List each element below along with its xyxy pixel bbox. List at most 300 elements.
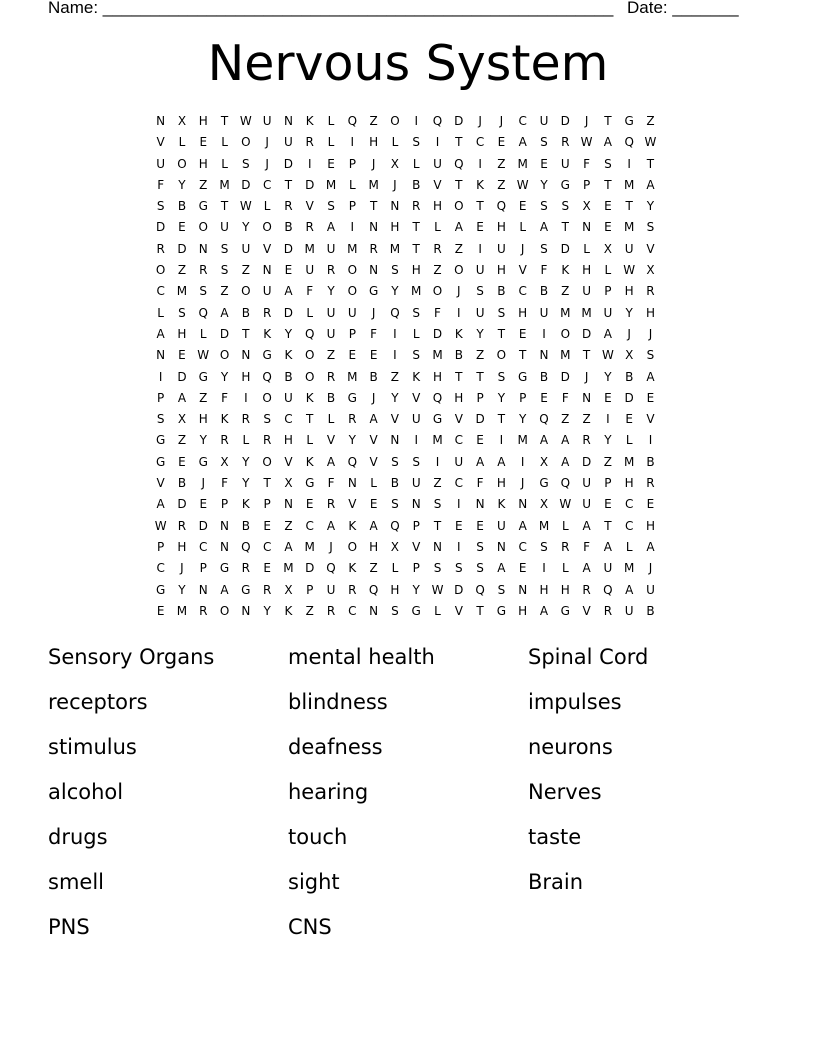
grid-letter: S bbox=[540, 135, 548, 150]
grid-letter: H bbox=[390, 220, 400, 235]
grid-letter: P bbox=[157, 539, 165, 554]
grid-letter: H bbox=[624, 284, 634, 299]
grid-letter: Z bbox=[177, 263, 187, 278]
grid-letter: L bbox=[221, 156, 228, 171]
grid-letter: L bbox=[561, 518, 569, 533]
grid-letter: I bbox=[542, 326, 546, 341]
grid-letter: N bbox=[283, 497, 293, 512]
grid-letter: G bbox=[198, 199, 208, 214]
grid-letter: X bbox=[390, 156, 400, 171]
grid-letter: N bbox=[241, 348, 251, 363]
grid-letter: G bbox=[368, 284, 379, 299]
grid-letter: L bbox=[221, 135, 228, 150]
grid-letter: H bbox=[369, 135, 379, 150]
grid-letter: G bbox=[560, 603, 570, 618]
grid-letter: E bbox=[455, 518, 463, 533]
grid-letter: E bbox=[476, 433, 484, 448]
grid-letter: B bbox=[625, 369, 634, 384]
grid-letter: X bbox=[390, 539, 400, 554]
grid-letter: N bbox=[582, 390, 592, 405]
grid-letter: U bbox=[624, 241, 634, 256]
grid-letter: S bbox=[497, 582, 506, 597]
grid-letter: P bbox=[306, 582, 314, 597]
grid-letter: T bbox=[412, 220, 420, 235]
grid-letter: O bbox=[454, 263, 464, 278]
grid-letter: E bbox=[369, 497, 378, 512]
grid-letter: G bbox=[219, 561, 230, 576]
grid-letter: E bbox=[497, 135, 506, 150]
word-list-item: blindness bbox=[288, 690, 388, 714]
grid-letter: Q bbox=[390, 518, 400, 533]
grid-letter: I bbox=[244, 390, 248, 405]
grid-letter: Z bbox=[199, 390, 208, 405]
grid-letter: W bbox=[239, 199, 252, 214]
grid-letter: O bbox=[560, 326, 571, 341]
grid-letter: P bbox=[348, 156, 356, 171]
grid-letter: U bbox=[284, 135, 293, 150]
grid-letter: N bbox=[433, 539, 442, 554]
grid-letter: R bbox=[177, 518, 187, 533]
grid-letter: K bbox=[497, 497, 506, 512]
grid-letter: G bbox=[305, 476, 315, 491]
grid-letter: Z bbox=[220, 284, 229, 299]
grid-letter: X bbox=[582, 199, 591, 214]
grid-letter: S bbox=[646, 348, 655, 363]
grid-letter: D bbox=[198, 518, 208, 533]
grid-letter: X bbox=[284, 476, 293, 491]
grid-letter: C bbox=[262, 177, 272, 192]
grid-letter: G bbox=[539, 476, 549, 491]
grid-letter: S bbox=[391, 263, 399, 278]
grid-letter: O bbox=[155, 263, 166, 278]
grid-letter: S bbox=[156, 199, 165, 214]
grid-letter: M bbox=[432, 348, 443, 363]
grid-letter: E bbox=[284, 263, 293, 278]
grid-letter: L bbox=[157, 305, 164, 320]
grid-letter: D bbox=[560, 241, 570, 256]
grid-letter: V bbox=[263, 241, 272, 256]
grid-letter: V bbox=[582, 603, 591, 618]
grid-letter: B bbox=[646, 454, 655, 469]
grid-letter: Z bbox=[454, 241, 463, 256]
grid-letter: Q bbox=[262, 369, 272, 384]
grid-letter: A bbox=[497, 561, 506, 576]
word-list-item: smell bbox=[48, 870, 104, 894]
grid-letter: V bbox=[156, 476, 165, 491]
grid-letter: Y bbox=[242, 454, 250, 469]
grid-letter: L bbox=[178, 135, 186, 150]
grid-letter: O bbox=[219, 348, 230, 363]
grid-letter: M bbox=[389, 241, 401, 256]
grid-letter: H bbox=[560, 582, 570, 597]
grid-letter: C bbox=[624, 497, 634, 512]
grid-letter: G bbox=[241, 582, 251, 597]
grid-letter: H bbox=[496, 476, 506, 491]
grid-letter: N bbox=[390, 433, 400, 448]
grid-letter: M bbox=[347, 369, 358, 384]
grid-letter: K bbox=[454, 326, 463, 341]
grid-letter: J bbox=[371, 156, 376, 171]
grid-letter: B bbox=[241, 518, 250, 533]
grid-letter: R bbox=[199, 263, 208, 278]
grid-letter: U bbox=[582, 497, 591, 512]
grid-letter: Y bbox=[284, 326, 293, 341]
grid-letter: O bbox=[347, 539, 358, 554]
grid-letter: N bbox=[518, 582, 528, 597]
grid-letter: J bbox=[265, 135, 269, 150]
grid-letter: R bbox=[348, 412, 357, 427]
grid-letter: Y bbox=[178, 177, 186, 192]
grid-letter: S bbox=[540, 241, 548, 256]
grid-letter: I bbox=[457, 305, 461, 320]
grid-letter: T bbox=[455, 135, 463, 150]
grid-letter: L bbox=[625, 433, 633, 448]
grid-letter: S bbox=[391, 603, 399, 618]
grid-letter: F bbox=[306, 284, 314, 299]
word-list-item: alcohol bbox=[48, 780, 124, 804]
grid-letter: E bbox=[199, 497, 208, 512]
grid-letter: I bbox=[478, 156, 482, 171]
grid-letter: M bbox=[368, 177, 379, 192]
grid-letter: B bbox=[284, 369, 293, 384]
grid-letter: J bbox=[478, 114, 482, 128]
grid-letter: O bbox=[219, 603, 230, 618]
page-title: Nervous System bbox=[207, 35, 609, 92]
grid-letter: A bbox=[561, 433, 570, 448]
word-list-item: neurons bbox=[528, 735, 613, 759]
grid-letter: Q bbox=[496, 199, 507, 214]
grid-letter: A bbox=[497, 454, 506, 469]
grid-letter: E bbox=[369, 348, 378, 363]
grid-letter: L bbox=[327, 135, 335, 150]
grid-letter: U bbox=[305, 263, 315, 278]
grid-letter: V bbox=[369, 454, 378, 469]
grid-letter: T bbox=[306, 412, 314, 427]
grid-letter: N bbox=[198, 582, 208, 597]
grid-letter: N bbox=[220, 518, 230, 533]
grid-letter: I bbox=[542, 561, 546, 576]
grid-letter: T bbox=[220, 199, 229, 214]
grid-letter: X bbox=[603, 241, 612, 256]
grid-letter: A bbox=[369, 518, 378, 533]
grid-letter: H bbox=[241, 369, 251, 384]
grid-letter: I bbox=[457, 539, 461, 554]
grid-letter: P bbox=[263, 497, 271, 512]
grid-letter: Z bbox=[369, 114, 378, 128]
grid-letter: B bbox=[177, 199, 187, 214]
grid-letter: J bbox=[520, 241, 525, 256]
grid-letter: D bbox=[177, 369, 187, 384]
grid-letter: A bbox=[284, 284, 293, 299]
grid-letter: B bbox=[412, 177, 421, 192]
grid-letter: I bbox=[393, 348, 397, 363]
grid-letter: Y bbox=[348, 433, 356, 448]
grid-letter: V bbox=[369, 433, 378, 448]
grid-letter: M bbox=[325, 177, 337, 192]
grid-letter: L bbox=[348, 177, 356, 192]
grid-letter: Z bbox=[177, 433, 187, 448]
grid-letter: Q bbox=[475, 582, 485, 597]
grid-letter: C bbox=[518, 114, 527, 128]
grid-letter: L bbox=[391, 561, 399, 576]
grid-letter: S bbox=[391, 454, 399, 469]
grid-letter: R bbox=[305, 135, 314, 150]
grid-letter: H bbox=[518, 305, 528, 320]
grid-letter: T bbox=[476, 603, 484, 618]
grid-letter: A bbox=[326, 518, 336, 533]
grid-letter: U bbox=[582, 476, 591, 491]
word-list-item: hearing bbox=[288, 780, 369, 804]
grid-letter: C bbox=[518, 284, 527, 299]
grid-letter: Q bbox=[432, 114, 443, 128]
grid-letter: E bbox=[518, 326, 527, 341]
grid-letter: Q bbox=[198, 305, 208, 320]
grid-letter: O bbox=[347, 284, 358, 299]
grid-letter: V bbox=[646, 241, 655, 256]
grid-letter: E bbox=[178, 348, 186, 363]
grid-letter: D bbox=[560, 369, 570, 384]
grid-letter: J bbox=[627, 326, 631, 341]
grid-letter: P bbox=[604, 284, 612, 299]
grid-letter: A bbox=[177, 390, 187, 405]
grid-letter: I bbox=[393, 326, 397, 341]
grid-letter: D bbox=[283, 305, 294, 320]
word-list-item: PNS bbox=[48, 915, 90, 939]
grid-letter: A bbox=[475, 454, 485, 469]
grid-letter: D bbox=[241, 177, 251, 192]
grid-letter: G bbox=[624, 114, 634, 128]
grid-letter: S bbox=[540, 199, 548, 214]
grid-letter: U bbox=[284, 390, 293, 405]
grid-letter: N bbox=[347, 476, 357, 491]
grid-letter: V bbox=[454, 603, 463, 618]
grid-letter: Y bbox=[476, 326, 484, 341]
grid-letter: Y bbox=[604, 433, 612, 448]
grid-letter: E bbox=[327, 156, 335, 171]
grid-letter: E bbox=[476, 518, 484, 533]
grid-letter: D bbox=[475, 412, 485, 427]
grid-letter: X bbox=[646, 263, 655, 278]
grid-letter: S bbox=[412, 135, 421, 150]
grid-letter: F bbox=[476, 476, 484, 491]
grid-letter: U bbox=[603, 305, 613, 320]
grid-letter: Z bbox=[475, 348, 485, 363]
grid-letter: E bbox=[604, 220, 612, 235]
grid-letter: D bbox=[283, 241, 294, 256]
grid-letter: U bbox=[326, 326, 336, 341]
grid-letter: J bbox=[329, 539, 333, 554]
grid-letter: Q bbox=[560, 476, 571, 491]
grid-letter: M bbox=[432, 433, 443, 448]
grid-letter: C bbox=[624, 518, 634, 533]
grid-letter: Y bbox=[604, 369, 612, 384]
grid-letter: P bbox=[348, 326, 356, 341]
grid-letter: Q bbox=[390, 305, 400, 320]
grid-letter: A bbox=[369, 412, 378, 427]
grid-letter: D bbox=[305, 561, 315, 576]
grid-letter: I bbox=[307, 156, 312, 171]
grid-letter: L bbox=[412, 156, 420, 171]
grid-letter: I bbox=[435, 135, 440, 150]
grid-letter: D bbox=[219, 326, 230, 341]
grid-letter: H bbox=[624, 476, 634, 491]
grid-letter: I bbox=[499, 433, 504, 448]
grid-letter: H bbox=[198, 114, 208, 128]
grid-letter: W bbox=[644, 135, 657, 150]
grid-letter: N bbox=[283, 114, 293, 128]
grid-letter: E bbox=[263, 561, 271, 576]
grid-letter: H bbox=[369, 539, 379, 554]
grid-letter: R bbox=[326, 263, 336, 278]
grid-letter: N bbox=[241, 603, 251, 618]
grid-letter: B bbox=[646, 603, 655, 618]
grid-letter: C bbox=[454, 433, 463, 448]
grid-letter: O bbox=[177, 156, 187, 171]
name-field-label: Name: ______________________________________________________ bbox=[48, 0, 614, 17]
grid-letter: M bbox=[624, 220, 635, 235]
grid-letter: V bbox=[518, 263, 527, 278]
grid-letter: H bbox=[496, 263, 506, 278]
grid-letter: L bbox=[263, 199, 271, 214]
grid-letter: A bbox=[156, 497, 165, 512]
grid-letter: J bbox=[648, 561, 653, 576]
grid-letter: F bbox=[583, 156, 591, 171]
grid-letter: L bbox=[519, 220, 527, 235]
grid-letter: Q bbox=[326, 561, 336, 576]
grid-letter: T bbox=[561, 220, 569, 235]
grid-letter: O bbox=[454, 199, 464, 214]
grid-letter: P bbox=[348, 199, 356, 214]
grid-letter: Y bbox=[220, 369, 229, 384]
grid-letter: Q bbox=[624, 135, 634, 150]
grid-letter: R bbox=[241, 561, 250, 576]
grid-letter: H bbox=[645, 305, 655, 320]
grid-letter: S bbox=[412, 348, 421, 363]
grid-letter: Z bbox=[561, 412, 570, 427]
grid-letter: P bbox=[412, 561, 420, 576]
grid-letter: R bbox=[326, 497, 336, 512]
grid-letter: D bbox=[283, 156, 294, 171]
grid-letter: R bbox=[348, 582, 357, 597]
grid-letter: T bbox=[497, 326, 506, 341]
grid-letter: T bbox=[497, 412, 506, 427]
grid-letter: Z bbox=[497, 177, 506, 192]
grid-letter: E bbox=[348, 348, 357, 363]
grid-letter: Q bbox=[347, 114, 358, 128]
grid-letter: O bbox=[432, 284, 443, 299]
grid-letter: F bbox=[561, 390, 569, 405]
grid-letter: G bbox=[347, 390, 357, 405]
grid-letter: I bbox=[350, 135, 355, 150]
grid-letter: I bbox=[414, 114, 418, 128]
grid-letter: S bbox=[412, 454, 421, 469]
grid-letter: C bbox=[199, 539, 208, 554]
grid-letter: G bbox=[198, 454, 208, 469]
grid-letter: Q bbox=[454, 156, 464, 171]
grid-letter: V bbox=[305, 199, 314, 214]
grid-letter: U bbox=[624, 603, 634, 618]
grid-letter: E bbox=[604, 199, 612, 214]
grid-letter: V bbox=[412, 390, 421, 405]
grid-letter: B bbox=[177, 476, 187, 491]
grid-letter: C bbox=[348, 603, 357, 618]
grid-letter: H bbox=[198, 156, 208, 171]
grid-letter: K bbox=[305, 114, 314, 128]
grid-letter: H bbox=[496, 220, 506, 235]
grid-letter: M bbox=[176, 284, 188, 299]
grid-letter: Q bbox=[305, 326, 315, 341]
grid-letter: Z bbox=[646, 114, 655, 128]
word-list-item: Spinal Cord bbox=[528, 645, 649, 669]
grid-letter: U bbox=[326, 241, 336, 256]
grid-letter: M bbox=[624, 177, 635, 192]
grid-letter: R bbox=[369, 241, 378, 256]
grid-letter: S bbox=[476, 539, 484, 554]
grid-letter: E bbox=[156, 603, 165, 618]
grid-letter: J bbox=[371, 305, 376, 320]
grid-letter: A bbox=[582, 518, 591, 533]
grid-letter: A bbox=[603, 539, 612, 554]
word-list-item: deafness bbox=[288, 735, 383, 759]
grid-letter: Z bbox=[433, 263, 442, 278]
grid-letter: V bbox=[433, 177, 442, 192]
grid-letter: W bbox=[154, 518, 167, 533]
grid-letter: K bbox=[305, 390, 314, 405]
grid-letter: R bbox=[646, 284, 655, 299]
grid-letter: W bbox=[197, 348, 210, 363]
grid-letter: N bbox=[369, 603, 379, 618]
grid-letter: G bbox=[432, 412, 443, 427]
grid-letter: Z bbox=[433, 476, 442, 491]
grid-letter: R bbox=[582, 582, 591, 597]
grid-letter: U bbox=[156, 156, 166, 171]
grid-letter: Q bbox=[603, 582, 613, 597]
grid-letter: S bbox=[156, 412, 165, 427]
grid-letter: H bbox=[390, 582, 400, 597]
grid-letter: A bbox=[582, 561, 591, 576]
grid-letter: L bbox=[327, 114, 335, 128]
grid-letter: Z bbox=[497, 156, 506, 171]
grid-letter: P bbox=[604, 476, 612, 491]
grid-letter: A bbox=[646, 539, 655, 554]
grid-letter: N bbox=[496, 539, 506, 554]
grid-letter: M bbox=[347, 241, 358, 256]
grid-letter: U bbox=[475, 263, 485, 278]
grid-letter: S bbox=[454, 561, 463, 576]
grid-letter: R bbox=[646, 476, 655, 491]
grid-letter: P bbox=[582, 177, 591, 192]
grid-letter: I bbox=[414, 433, 418, 448]
grid-letter: H bbox=[411, 263, 421, 278]
grid-letter: A bbox=[539, 220, 549, 235]
grid-letter: T bbox=[455, 177, 463, 192]
grid-letter: I bbox=[350, 220, 355, 235]
grid-letter: B bbox=[241, 305, 250, 320]
grid-letter: S bbox=[220, 241, 229, 256]
grid-letter: O bbox=[262, 390, 272, 405]
grid-letter: H bbox=[432, 369, 443, 384]
grid-letter: S bbox=[497, 305, 506, 320]
grid-letter: W bbox=[559, 497, 572, 512]
grid-letter: S bbox=[646, 220, 655, 235]
grid-letter: J bbox=[520, 476, 525, 491]
grid-letter: A bbox=[539, 603, 549, 618]
grid-letter: K bbox=[305, 454, 314, 469]
grid-letter: J bbox=[584, 114, 589, 128]
grid-letter: M bbox=[283, 561, 294, 576]
grid-letter: A bbox=[539, 433, 549, 448]
grid-letter: Y bbox=[178, 582, 186, 597]
